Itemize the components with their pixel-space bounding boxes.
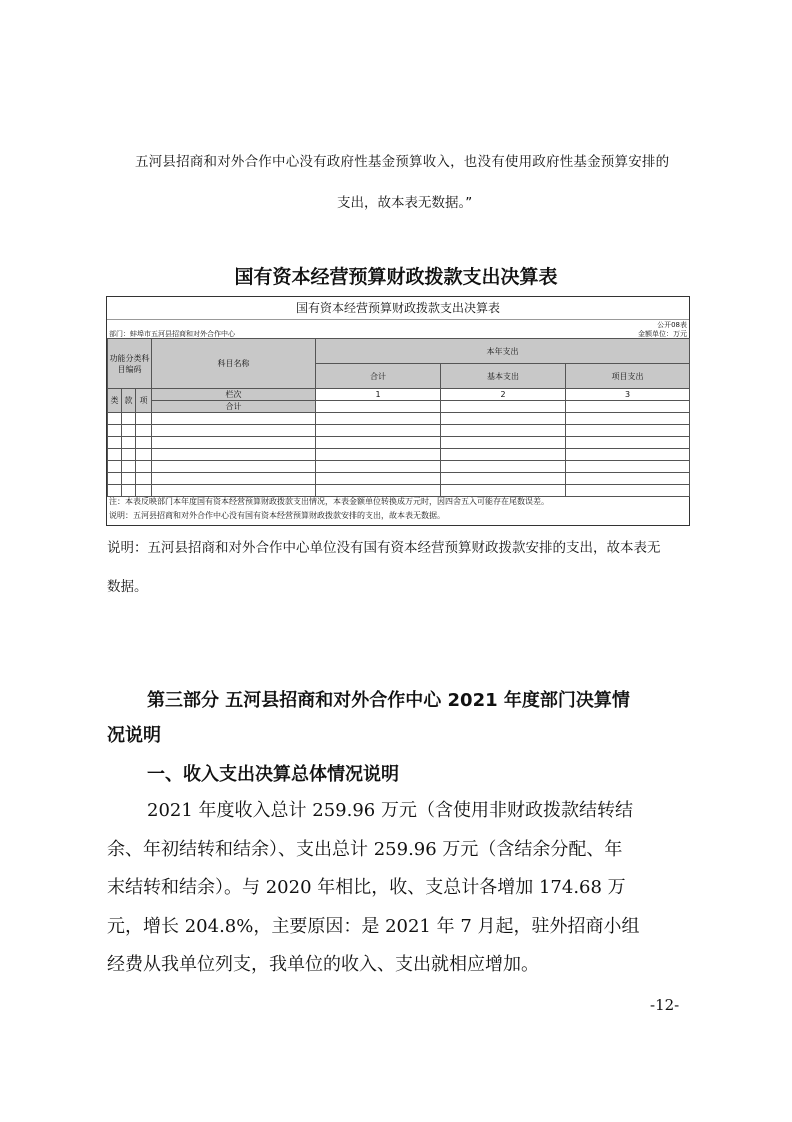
department-label: 部门：蚌埠市五河县招商和对外合作中心 (109, 330, 235, 338)
intro-line-2: 支出，故本表无数据。” (337, 195, 473, 211)
body-line-1: 2021 年度收入总计 259.96 万元（含使用非财政拨款结转结 (147, 800, 633, 821)
unit-label: 金额单位：万元 (638, 330, 687, 338)
table-row (108, 413, 690, 425)
table-note-1: 注：本表反映部门本年度国有资本经营预算财政拨款支出情况，本表金额单位转换成万元时，因四舍五入可能存在尾数误差。 (109, 497, 549, 506)
table-cell (441, 401, 566, 413)
table-title: 国有资本经营预算财政拨款支出决算表 (107, 297, 689, 320)
col-index-1: 1 (316, 389, 441, 401)
table-row (108, 485, 690, 497)
body-line-4: 元，增长 204.8%，主要原因：是 2021 年 7 月起，驻外招商小组 (107, 916, 640, 937)
table-row (108, 425, 690, 437)
header-lei: 类 (108, 389, 122, 413)
form-code: 公开08表 (657, 321, 687, 329)
header-project: 项目支出 (566, 364, 690, 389)
data-grid (107, 338, 690, 497)
body-line-2: 余、年初结转和结余）、支出总计 259.96 万元（含结余分配、年 (107, 839, 623, 860)
note-after-line-1: 说明：五河县招商和对外合作中心单位没有国有资本经营预算财政拨款安排的支出，故本表无 (107, 540, 661, 556)
page-number: -12- (650, 996, 680, 1014)
section-title: 国有资本经营预算财政拨款支出决算表 (234, 266, 558, 288)
header-total: 合计 (316, 364, 441, 389)
part3-title-line-2: 况说明 (107, 725, 161, 746)
table-row (108, 461, 690, 473)
part3-title-line-1: 第三部分 五河县招商和对外合作中心 2021 年度部门决算情 (147, 690, 630, 711)
header-year-expenditure: 本年支出 (316, 339, 690, 364)
expenditure-table (106, 296, 690, 526)
intro-line-1: 五河县招商和对外合作中心没有政府性基金预算收入，也没有使用政府性基金预算安排的 (135, 154, 670, 170)
table-row (108, 473, 690, 485)
header-basic: 基本支出 (441, 364, 566, 389)
header-lanci: 栏次 (152, 389, 316, 401)
table-note-2: 说明：五河县招商和对外合作中心没有国有资本经营预算财政拨款安排的支出，故本表无数据。 (109, 511, 445, 520)
row-total-label: 合计 (152, 401, 316, 413)
table-cell (316, 401, 441, 413)
col-index-3: 3 (566, 389, 690, 401)
header-function-code: 功能分类科目编码 (108, 339, 152, 389)
body-line-5: 经费从我单位列支，我单位的收入、支出就相应增加。 (107, 954, 539, 975)
col-index-2: 2 (441, 389, 566, 401)
table-row (108, 437, 690, 449)
header-xiang: 项 (136, 389, 152, 413)
body-line-3: 末结转和结余）。与 2020 年相比，收、支总计各增加 174.68 万 (107, 877, 626, 898)
header-subject-name: 科目名称 (152, 339, 316, 389)
note-after-line-2: 数据。 (107, 579, 148, 595)
table-row (108, 449, 690, 461)
table-cell (566, 401, 690, 413)
subsection-title: 一、收入支出决算总体情况说明 (147, 764, 399, 785)
header-kuan: 款 (122, 389, 136, 413)
